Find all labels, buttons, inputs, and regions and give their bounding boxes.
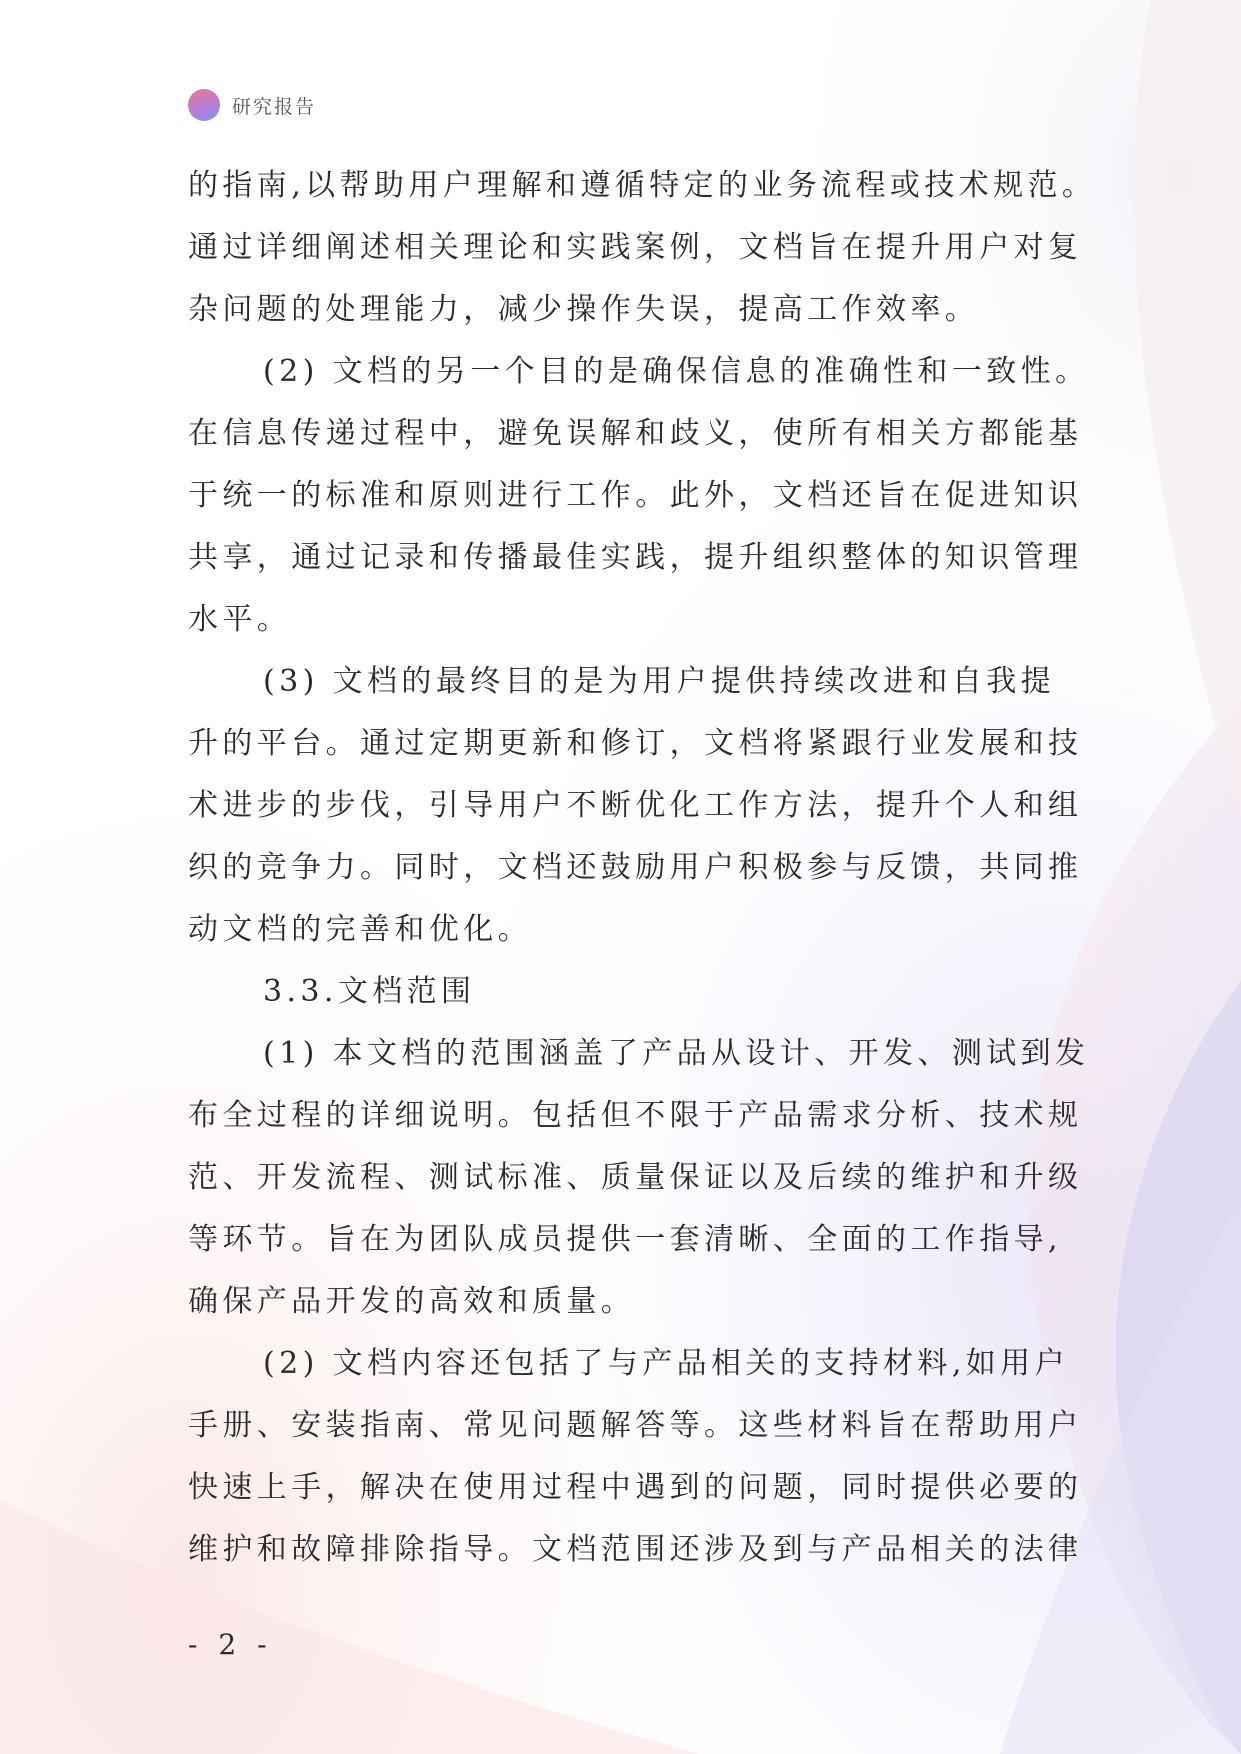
text-line: 维护和故障排除指导。文档范围还涉及到与产品相关的法律 xyxy=(188,1532,1083,1567)
text-line: 在信息传递过程中，避免误解和歧义，使所有相关方都能基 xyxy=(188,416,1083,451)
text-line: (2) 文档的另一个目的是确保信息的准确性和一致性。 xyxy=(263,354,1090,389)
text-line: 等环节。旨在为团队成员提供一套清晰、全面的工作指导, xyxy=(188,1222,1062,1257)
text-line: (1) 本文档的范围涵盖了产品从设计、开发、测试到发 xyxy=(263,1036,1090,1071)
text-line: 手册、安装指南、常见问题解答等。这些材料旨在帮助用户 xyxy=(188,1408,1083,1443)
text-line: 3.3.文档范围 xyxy=(263,974,476,1009)
text-line: 水平。 xyxy=(188,602,292,637)
text-line: (3) 文档的最终目的是为用户提供持续改进和自我提 xyxy=(263,664,1056,699)
text-line: 升的平台。通过定期更新和修订，文档将紧跟行业发展和技 xyxy=(188,726,1083,761)
text-line: 快速上手，解决在使用过程中遇到的问题，同时提供必要的 xyxy=(188,1470,1083,1505)
text-line: 织的竞争力。同时，文档还鼓励用户积极参与反馈，共同推 xyxy=(188,850,1083,885)
document-body xyxy=(188,155,1097,1581)
text-line: 术进步的步伐，引导用户不断优化工作方法，提升个人和组 xyxy=(188,788,1083,823)
text-line: (2) 文档内容还包括了与产品相关的支持材料,如用户 xyxy=(263,1346,1069,1381)
text-line: 布全过程的详细说明。包括但不限于产品需求分析、技术规 xyxy=(188,1098,1083,1133)
text-line: 动文档的完善和优化。 xyxy=(188,912,532,947)
page-number: - 2 - xyxy=(188,1628,273,1661)
logo-icon xyxy=(188,89,220,121)
text-line: 的指南,以帮助用户理解和遵循特定的业务流程或技术规范。 xyxy=(188,168,1097,203)
text-line: 于统一的标准和原则进行工作。此外，文档还旨在促进知识 xyxy=(188,478,1083,513)
text-line: 确保产品开发的高效和质量。 xyxy=(188,1284,636,1319)
text-line: 共享，通过记录和传播最佳实践，提升组织整体的知识管理 xyxy=(188,540,1083,575)
text-line: 通过详细阐述相关理论和实践案例，文档旨在提升用户对复 xyxy=(188,230,1083,265)
text-line: 范、开发流程、测试标准、质量保证以及后续的维护和升级 xyxy=(188,1160,1083,1195)
report-header xyxy=(188,89,316,121)
text-line: 杂问题的处理能力，减少操作失误，提高工作效率。 xyxy=(188,292,980,327)
header-title: 研究报告 xyxy=(232,95,317,118)
